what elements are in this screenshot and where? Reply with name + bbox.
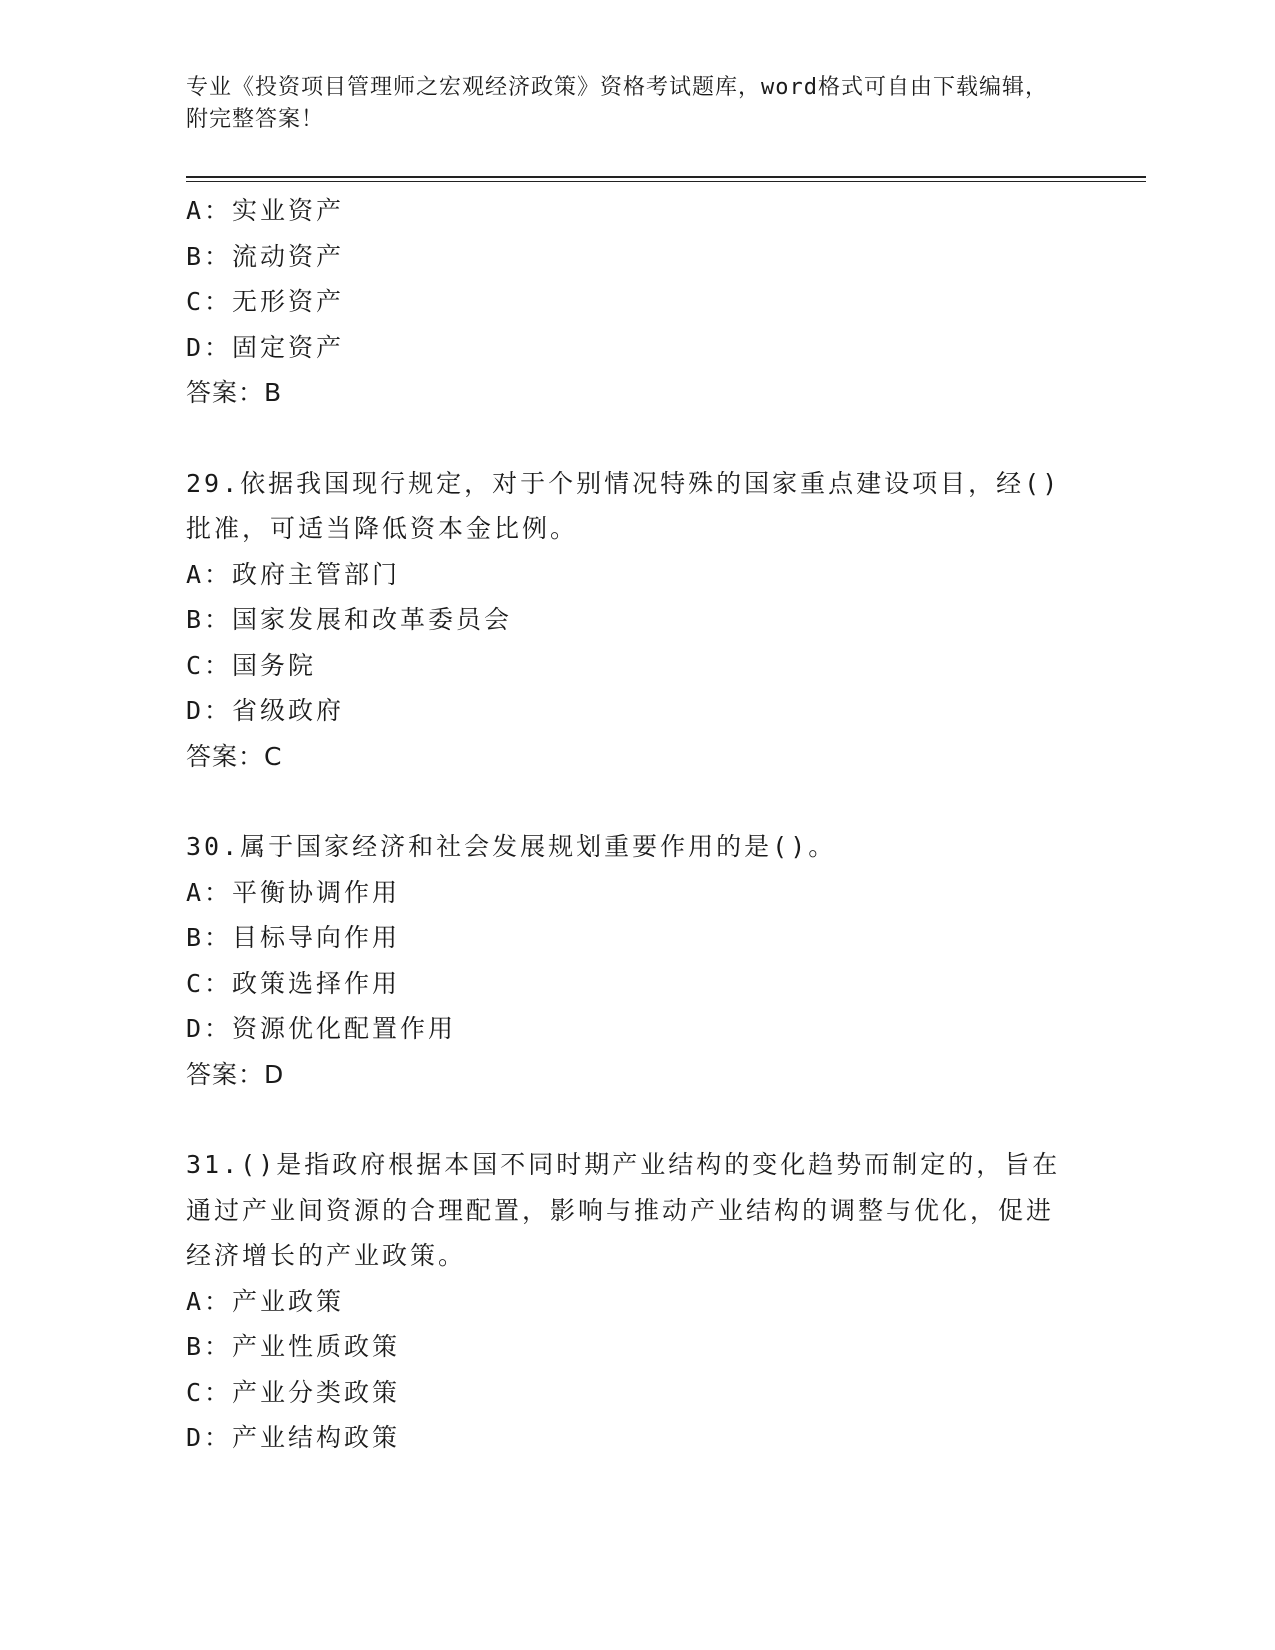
option-b: B：国家发展和改革委员会: [186, 605, 513, 634]
option-d: D：固定资产: [186, 332, 345, 362]
option-d: D：资源优化配置作用: [186, 1014, 457, 1043]
question-text: 30.属于国家经济和社会发展规划重要作用的是()。: [186, 832, 837, 861]
option-c: C：政策选择作用: [186, 968, 401, 998]
header-rule-thin: [186, 181, 1146, 182]
option-b: B：流动资产: [186, 241, 345, 271]
header-rule-thick: [186, 176, 1146, 178]
option-d: D：产业结构政策: [186, 1423, 401, 1452]
document-header: 专业《投资项目管理师之宏观经济政策》资格考试题库，word格式可自由下载编辑，附完整答案！: [186, 75, 1048, 132]
answer-line: 答案：D: [186, 1059, 285, 1089]
question-text: 29.依据我国现行规定，对于个别情况特殊的国家重点建设项目，经()批准，可适当降低资本金比例。: [186, 468, 1061, 543]
question-list: [186, 188, 1086, 1461]
question-spacer: [186, 779, 1086, 824]
option-b: B：目标导向作用: [186, 923, 401, 952]
option-a: A：平衡协调作用: [186, 877, 401, 907]
answer-line: 答案：C: [186, 741, 283, 771]
option-a: A：政府主管部门: [186, 559, 401, 589]
question-28: [186, 188, 1086, 416]
question-31: [186, 1142, 1086, 1461]
question-text: 31.()是指政府根据本国不同时期产业结构的变化趋势而制定的，旨在通过产业间资源的合理配置，影响与推动产业结构的调整与优化，促进经济增长的产业政策。: [186, 1150, 1061, 1270]
question-29: [186, 461, 1086, 780]
question-spacer: [186, 416, 1086, 461]
answer-line: 答案：B: [186, 378, 283, 407]
option-c: C：产业分类政策: [186, 1377, 401, 1407]
option-b: B：产业性质政策: [186, 1332, 401, 1361]
option-d: D：省级政府: [186, 696, 345, 725]
option-a: A：产业政策: [186, 1286, 345, 1316]
option-c: C：国务院: [186, 650, 317, 680]
question-30: [186, 824, 1086, 1097]
option-c: C：无形资产: [186, 287, 345, 316]
option-a: A：实业资产: [186, 196, 345, 225]
question-spacer: [186, 1097, 1086, 1142]
